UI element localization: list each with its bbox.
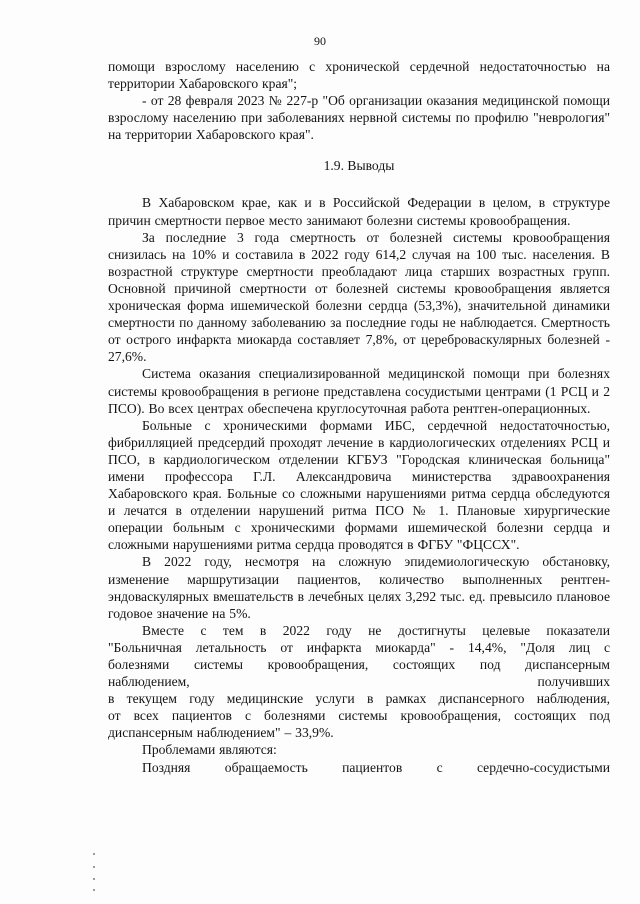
- paragraph-mortality-structure: В Хабаровском крае, как и в Российской Федерации в целом, в структуре причин смертности первое место занимают болезни системы кровообращения.: [108, 195, 610, 228]
- paragraph-targets: [108, 622, 610, 742]
- paragraph-mortality-dynamics: За последние 3 года смертность от болезней системы кровообращения снизилась на 10% и составила в 2022 году 614,2 случая на 100 тыс. населения. В возрастной структуре смертности преобладают лица старших возрастных групп. Основной причиной смертности от болезней системы кровообращения является хроническая форма ишемической болезни сердца (53,3%), значительной динамики смертности по данному заболеванию за последние годы не наблюдается. Смертность от острого инфаркта миокарда составляет 7,8%, от цереброваскулярных болезней - 27,6%.: [108, 229, 610, 365]
- paragraph-last-line: Поздняя обращаемость пациентов с сердечно-сосудистыми: [142, 759, 610, 775]
- paragraph-order-neurology: - от 28 февраля 2023 № 227-р "Об организации оказания медицинской помощи взрослому населению при заболеваниях нервной системы по профилю "неврология" на территории Хабаровского края".: [108, 93, 610, 143]
- problems-intro: Проблемами являются:: [142, 742, 277, 758]
- scan-speck: [93, 889, 95, 891]
- paragraph-targets-line: болезнями системы кровообращения, состоящих под диспансерным: [108, 657, 610, 672]
- section-heading: 1.9. Выводы: [323, 158, 395, 174]
- paragraph-targets-line: от всех пациентов с болезнями системы кровообращения, состоящих под: [108, 708, 610, 724]
- page-number: 90: [314, 34, 326, 48]
- scan-speck: [93, 878, 95, 880]
- paragraph-chronic-patients: Больные с хроническими формами ИБС, сердечной недостаточностью, фибрилляцией предсердий проходят лечение в кардиологических отделениях РСЦ и ПСО, в кардиологическом отделении КГБУЗ "Городская клиническая больница" имени профессора Г.Л. Александровича министерства здравоохранения Хабаровского края. Больные со сложными нарушениями ритма сердца обследуются и лечатся в отделении нарушений ритма ПСО № 1. Плановые хирургические операции больным с хроническими формами ишемической болезни сердца и сложными нарушениями ритма сердца проводятся в ФГБУ "ФЦССХ".: [108, 417, 610, 553]
- paragraph-targets-line: "Больничная летальность от инфаркта миокарда" - 14,4%, "Доля лиц с: [108, 639, 610, 655]
- document-body: [108, 58, 610, 776]
- paragraph-targets-line: Вместе с тем в 2022 году не достигнуты целевые показатели: [142, 622, 610, 638]
- paragraph-interventions: В 2022 году, несмотря на сложную эпидемиологическую обстановку, изменение маршрутизации пациентов, количество выполненных рентген-эндоваскулярных вмешательств в лечебных целях 3,292 тыс. ед. превысило плановое годовое значение на 5%.: [108, 554, 610, 621]
- paragraph-targets-line: диспансерным наблюдением" – 33,9%.: [108, 725, 334, 741]
- paragraph-care-system: Система оказания специализированной медицинской помощи при болезнях системы кровообращения в регионе представлена сосудистыми центрами (1 РСЦ и 2 ПСО). Во всех центрах обеспечена круглосуточная работа рентген-операционных.: [108, 366, 610, 416]
- paragraph-order-cont: помощи взрослому населению с хронической сердечной недостаточностью на территории Хабаровского края";: [108, 59, 610, 92]
- paragraph-targets-line: в текущем году медицинские услуги в рамках диспансерного наблюдения,: [108, 691, 610, 707]
- scan-speck: [93, 853, 95, 855]
- paragraph-targets-line: наблюдением, получивших: [108, 674, 610, 690]
- scan-speck: [93, 866, 95, 868]
